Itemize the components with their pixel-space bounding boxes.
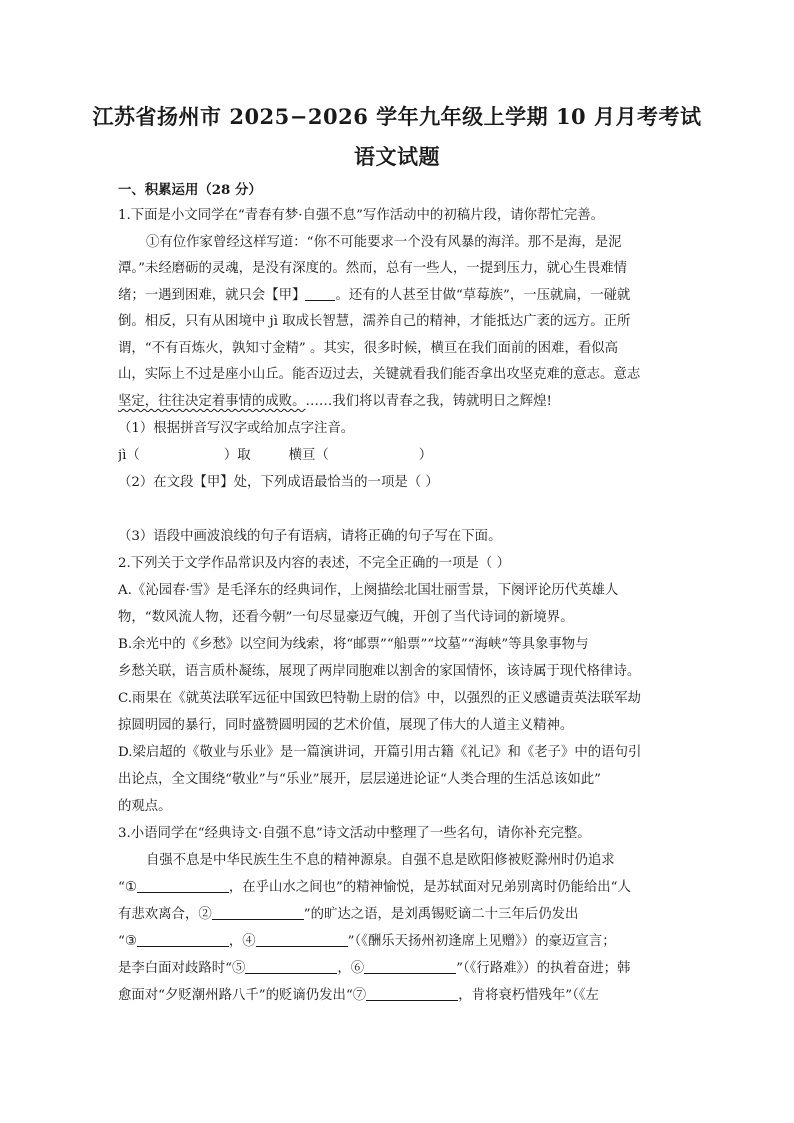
fill-text: ”（《酬乐天扬州初逢席上见赠》）的豪迈宣言； [347, 934, 616, 949]
fill-line [118, 986, 678, 1006]
passage-text: ……我们将以青春之我，铸就明日之辉煌! [305, 394, 552, 409]
option-c-line: C.雨果在《就英法联军远征中国致巴特勒上尉的信》中，以强烈的正义感谴责英法联军劫 [118, 691, 641, 706]
wavy-underlined-sentence: 坚定，往往决定着事情的成败。 [118, 394, 306, 409]
passage-line: 谓，“不有百炼火，孰知寸金精” 。其实，很多时候，横亘在我们面前的困难，看似高 [118, 341, 619, 356]
character-prompt-tail: ） [418, 448, 433, 463]
passage-text: 绪；一遇到困难，就只会【甲】 [118, 288, 306, 303]
question-1-stem: 1.下面是小文同学在“青春有梦·自强不息”写作活动中的初稿片段，请你帮忙完善。 [118, 208, 605, 223]
fill-text: 有悲欢离合，② [118, 907, 212, 922]
sub-question-2: （2）在文段【甲】处，下列成语最恰当的一项是（ ） [118, 475, 439, 490]
passage-line [118, 392, 678, 412]
fill-text: ”的旷达之语，是刘禹锡贬谪二十三年后仍发出 [303, 907, 579, 922]
passage-line [118, 286, 678, 306]
fill-line [118, 878, 678, 898]
answer-blank-1[interactable] [137, 878, 229, 893]
passage-line: ①有位作家曾经这样写道：“你不可能要求一个没有风暴的海洋。那不是海，是泥 [146, 235, 622, 250]
passage-line: 潭。”未经磨砺的灵魂，是没有深度的。然而，总有一些人，一提到压力，就心生畏难情 [118, 261, 627, 276]
fill-text: “③ [118, 934, 137, 949]
fill-line [118, 905, 678, 925]
fill-text: 是李白面对歧路时“⑤ [118, 961, 246, 976]
pinyin-prompt-tail: ）取 [223, 448, 251, 463]
passage-line: 山，实际上不过是座小山丘。能否迈过去，关键就看我们能否拿出攻坚克难的意志。意志 [118, 367, 641, 382]
option-d-line: 出论点，全文围绕“敬业”与“乐业”展开，层层递进论证“人类合理的生活总该如此” [118, 772, 601, 787]
fill-text: “① [118, 880, 137, 895]
passage-text: 。还有的人甚至甘做“草莓族”，一压就扁，一碰就 [335, 288, 631, 303]
character-prompt: 横亘（ [288, 448, 329, 463]
fill-text: 愈面对“夕贬潮州路八千”的贬谪仍发出“⑦ [118, 988, 367, 1003]
question-3-stem: 3.小语同学在“经典诗文·自强不息”诗文活动中整理了一些名句，请你补充完整。 [118, 826, 591, 841]
option-c-line: 掠圆明园的暴行，同时盛赞圆明园的艺术价值，展现了伟大的人道主义精神。 [118, 718, 574, 733]
passage-line: 倒。相反，只有从困境中 jì 取成长智慧，濡养自己的精神，才能抵达广袤的远方。正所 [118, 314, 631, 329]
option-d-line: D.梁启超的《敬业与乐业》是一篇演讲词，开篇引用古籍《礼记》和《老子》中的语句引 [118, 745, 642, 760]
document-title: 江苏省扬州市 2025−2026 学年九年级上学期 10 月月考考试 [92, 104, 702, 129]
answer-blank-5[interactable] [245, 959, 337, 974]
fill-line [118, 959, 678, 979]
fill-text: ，在乎山水之间也”的精神愉悦，是苏轼面对兄弟别离时仍能给出“人 [228, 880, 631, 895]
answer-blank-2[interactable] [212, 905, 304, 920]
answer-blank[interactable] [305, 286, 335, 301]
fill-line: 自强不息是中华民族生生不息的精神源泉。自强不息是欧阳修被贬滁州时仍追求 [146, 853, 615, 868]
pinyin-prompt: jì（ [118, 448, 140, 463]
answer-blank-7[interactable] [366, 986, 458, 1001]
answer-blank-3[interactable] [137, 932, 229, 947]
fill-text: ，肯将衰朽惜残年”（《左 [458, 988, 599, 1003]
fill-text: ，⑥ [337, 961, 365, 976]
option-b-line: 乡愁关联，语言质朴凝练，展现了两岸同胞难以割舍的家国情怀，该诗属于现代格律诗。 [118, 664, 641, 679]
sub-question-1: （1）根据拼音写汉字或给加点字注音。 [118, 421, 355, 436]
section-heading: 一、积累运用（28 分） [118, 182, 262, 198]
sub-question-3: （3）语段中画波浪线的句子有语病，请将正确的句子写在下面。 [118, 529, 502, 544]
fill-text: ”（《行路难》）的执着奋进；韩 [456, 961, 631, 976]
option-d-line: 的观点。 [118, 799, 172, 814]
document-subtitle: 语文试题 [354, 144, 440, 169]
fill-line [118, 932, 678, 952]
option-a-line: 物，“数风流人物，还看今朝”一句尽显豪迈气魄，开创了当代诗词的新境界。 [118, 610, 574, 625]
answer-blank-4[interactable] [256, 932, 348, 947]
option-a-line: A.《沁园春·雪》是毛泽东的经典词作，上阕描绘北国壮丽雪景，下阕评论历代英雄人 [118, 583, 619, 598]
fill-text: ，④ [228, 934, 256, 949]
option-b-line: B.余光中的《乡愁》以空间为线索，将“邮票”“船票”“坟墓”“海峡”等具象事物与 [118, 637, 589, 652]
question-2-stem: 2.下列关于文学作品常识及内容的表述，不完全正确的一项是（ ） [118, 556, 510, 571]
sub-question-1-answers [118, 446, 678, 466]
answer-blank-6[interactable] [364, 959, 456, 974]
